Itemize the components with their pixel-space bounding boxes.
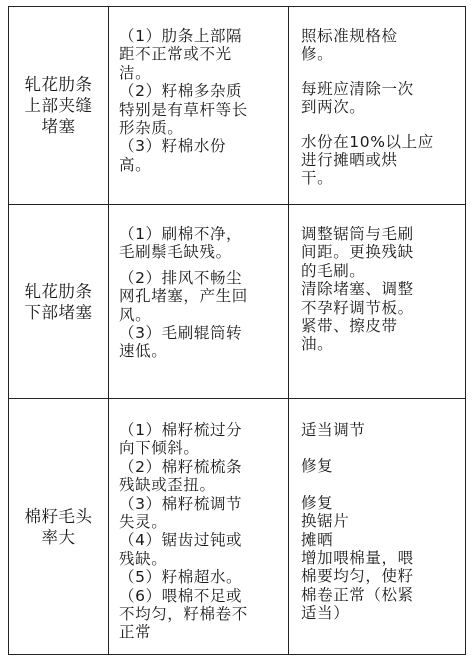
cause-cell bbox=[109, 399, 289, 654]
fault-cell bbox=[9, 7, 109, 204]
remedy-cell bbox=[289, 205, 465, 398]
remedy-cell bbox=[289, 399, 465, 654]
fault-table bbox=[8, 6, 466, 655]
cause-text: （6）喂棉不足或 不均匀，籽棉卷不 正常 bbox=[119, 586, 248, 642]
cause-text: （3）籽棉水份 高。 bbox=[119, 137, 227, 174]
remedy-text: 适当调节 bbox=[301, 421, 366, 439]
table-row bbox=[9, 399, 465, 654]
cause-cell bbox=[109, 205, 289, 398]
cause-text: （2）棉籽梳梳条 残缺或歪扭。 bbox=[119, 457, 243, 495]
cause-text: （2）排风不畅尘 网孔堵塞，产生回 风。 bbox=[119, 268, 248, 324]
cause-text: （4）锯齿过钝或 残缺。 bbox=[119, 531, 243, 568]
cause-text: （1）刷棉不净， 毛刷鬃毛缺残。 bbox=[119, 225, 243, 262]
remedy-text: 清除堵塞、调整 不孕籽调节板。 bbox=[301, 280, 414, 317]
fault-name: 轧花肋条 上部夹缝 堵塞 bbox=[24, 75, 93, 136]
table-row bbox=[9, 7, 465, 205]
remedy-cell bbox=[289, 7, 465, 204]
remedy-text: 换锯片 bbox=[301, 512, 350, 531]
remedy-text: 修复 bbox=[301, 493, 334, 512]
cause-text: （5）籽棉超水。 bbox=[119, 568, 243, 587]
remedy-text: 增加喂棉量，喂 棉要均匀，使籽 棉卷正常（松紧 适当） bbox=[301, 549, 414, 623]
fault-cell bbox=[9, 399, 109, 654]
remedy-text: 水份在10%以上应 进行摊晒或烘 干。 bbox=[301, 132, 434, 188]
cause-text: （1）肋条上部隔 距不正常或不光 洁。 bbox=[119, 27, 243, 82]
table-row bbox=[9, 205, 465, 399]
cause-cell bbox=[109, 7, 289, 204]
cause-text: （1）棉籽梳过分 向下倾斜。 bbox=[119, 421, 243, 458]
cause-text: （3）棉籽梳调节 失灵。 bbox=[119, 494, 243, 532]
remedy-text: 紧带、擦皮带 油。 bbox=[301, 317, 398, 354]
fault-cell bbox=[9, 205, 109, 398]
fault-name: 棉籽毛头 率大 bbox=[24, 506, 93, 547]
cause-text: （2）籽棉多杂质 特别是有草杆等长 形杂质。 bbox=[119, 82, 248, 138]
cause-text: （3）毛刷辊筒转 速低。 bbox=[119, 324, 243, 361]
remedy-text: 每班应清除一次 到两次。 bbox=[301, 79, 414, 117]
remedy-text: 修复 bbox=[301, 457, 334, 476]
remedy-text: 照标准规格检 修。 bbox=[301, 27, 398, 64]
fault-name: 轧花肋条 下部堵塞 bbox=[24, 281, 93, 322]
remedy-text: 调整锯筒与毛刷 间距。更换残缺 的毛刷。 bbox=[301, 225, 414, 280]
remedy-text: 摊晒 bbox=[301, 530, 334, 549]
